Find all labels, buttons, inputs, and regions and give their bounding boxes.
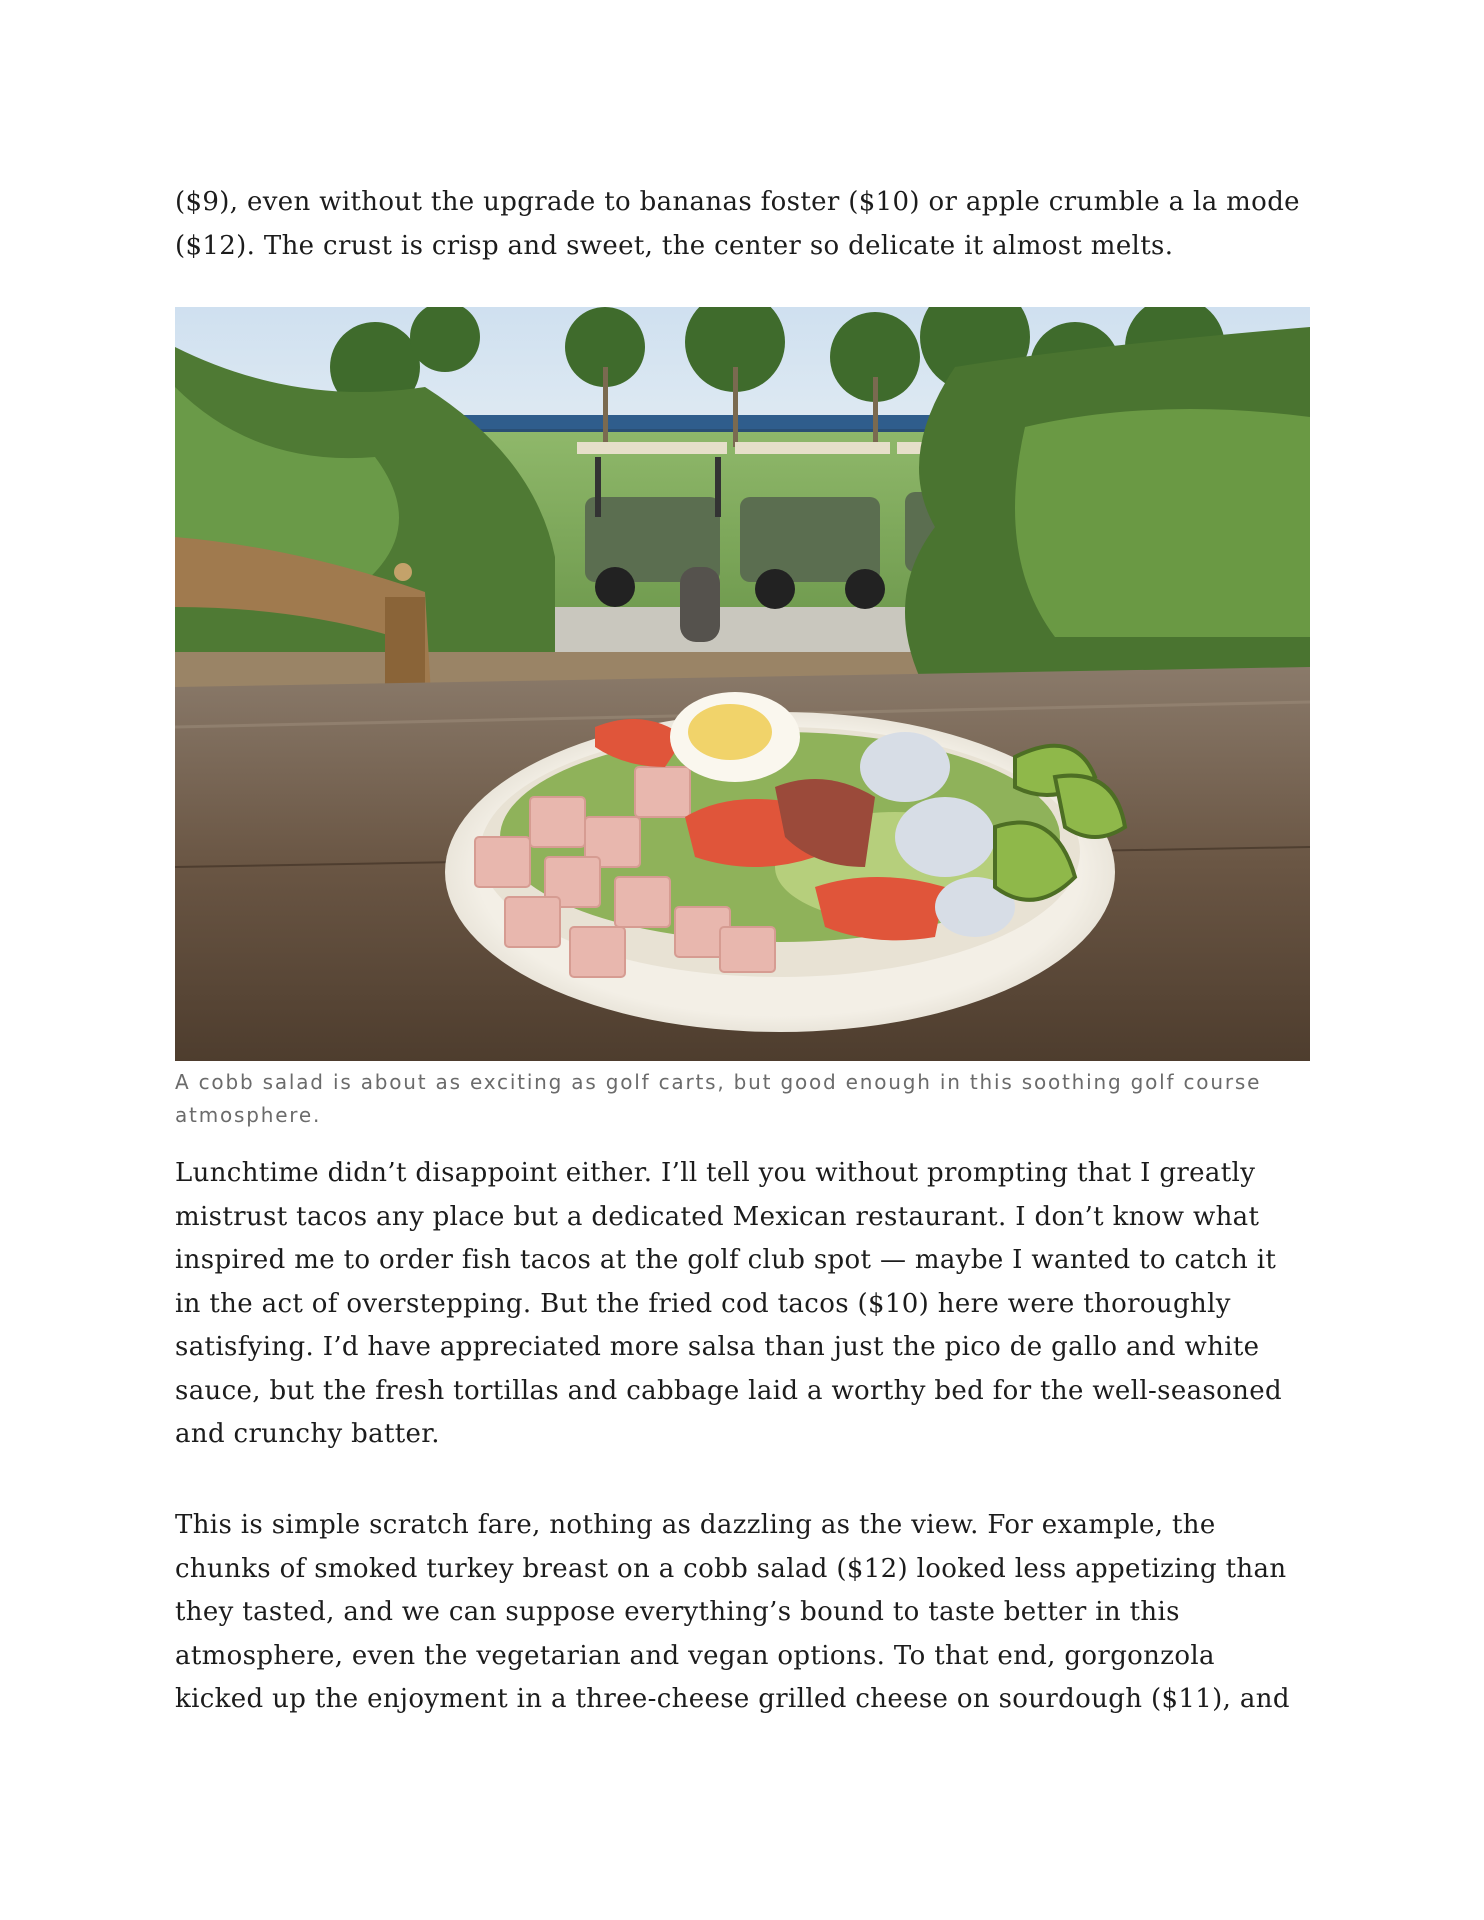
cobb-salad-photo bbox=[175, 307, 1310, 1061]
lunch-paragraph: Lunchtime didn’t disappoint either. I’ll tell you without prompting that I greatly mistrust tacos any place but a dedicated Mexican restaurant. I don’t know what inspired me to order fish tacos at the golf club spot — maybe I wanted to catch it in the act of overstepping. But the fried cod tacos ($10) here were thoroughly satisfying. I’d have appreciated more salsa than just the pico de gallo and white sauce, but the fresh tortillas and cabbage laid a worthy bed for the well-seasoned and crunchy batter. bbox=[175, 1158, 1282, 1449]
fare-paragraph: This is simple scratch fare, nothing as dazzling as the view. For example, the chunks of smoked turkey breast on a cobb salad ($12) looked less appetizing than they tasted, and we can suppose everything’s bound to taste better in this atmosphere, even the vegetarian and vegan options. To that end, gorgonzola kicked up the enjoyment in a three-cheese grilled cheese on sourdough ($11), and bbox=[175, 1510, 1290, 1714]
photo-caption: A cobb salad is about as exciting as golf carts, but good enough in this soothing golf course atmosphere. bbox=[175, 1070, 1262, 1127]
intro-paragraph: ($9), even without the upgrade to bananas foster ($10) or apple crumble a la mode ($12). The crust is crisp and sweet, the center so delicate it almost melts. bbox=[175, 187, 1300, 261]
